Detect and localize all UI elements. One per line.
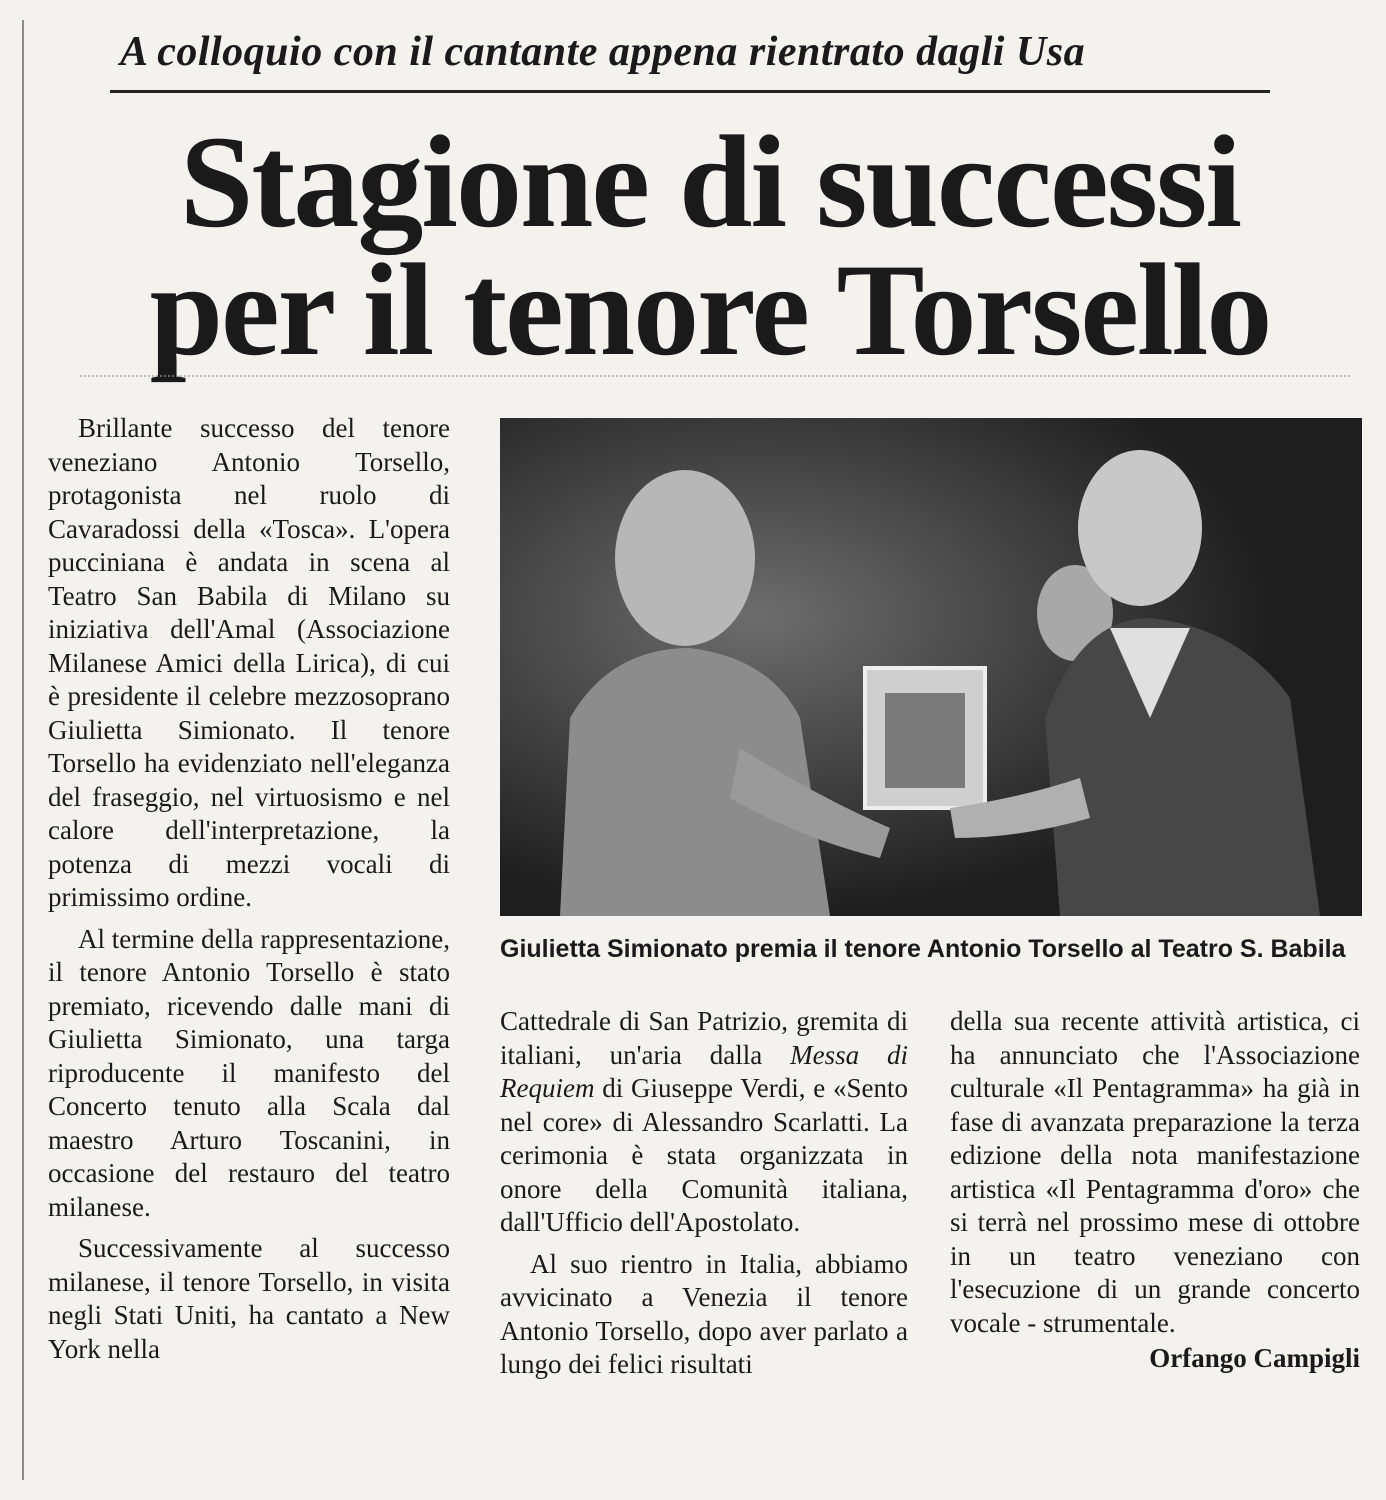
news-photo bbox=[500, 418, 1362, 916]
photo-caption: Giulietta Simionato premia il tenore Antonio Torsello al Teatro S. Babila bbox=[500, 935, 1346, 963]
kicker: A colloquio con il cantante appena rientrato dagli Usa bbox=[120, 29, 1086, 75]
paragraph: della sua recente attività artistica, ci ha annunciato che l'Associazione culturale «Il Pentagramma» ha già in fase di avanzata preparazione la terza edizione della nota manifestazione artistica «Il Pentagramma d'oro» che si terrà nel prossimo mese di ottobre in un teatro veneziano con l'esecuzione di un grande concerto vocale - strumentale. bbox=[950, 1006, 1360, 1338]
headline bbox=[60, 108, 1360, 383]
paragraph-text: di Giuseppe Verdi, e «Sento nel core» di Alessandro Scarlatti. La cerimonia è stata organizzata in onore della Comunità italiana, dall'Ufficio dell'Apostolato. bbox=[500, 1073, 908, 1237]
article-column-1 bbox=[48, 412, 450, 1366]
paragraph bbox=[500, 1005, 908, 1240]
work-title: Messa di Requiem bbox=[500, 1039, 908, 1103]
column-divider-rule bbox=[22, 20, 24, 1480]
paragraph: Brillante successo del tenore veneziano Antonio Torsello, protagonista nel ruolo di Cavaradossi della «Tosca». L'opera pucciniana è andata in scena al Teatro San Babila di Milano su iniziativa dell'Amal (Associazione Milanese Amici della Lirica), di cui è presidente il celebre mezzosoprano Giulietta Simionato. Il tenore Torsello ha evidenziato nell'eleganza del fraseggio, nel virtuosismo e nel calore dell'interpretazione, la potenza di mezzi vocali di primissimo ordine. bbox=[48, 413, 450, 912]
paragraph-text: Cattedrale di San Patrizio, gremita di italiani, un'aria dalla bbox=[500, 1006, 908, 1070]
headline-line-2: per il tenore Torsello bbox=[149, 236, 1271, 383]
headline-line-1: Stagione di successi bbox=[179, 108, 1241, 255]
kicker-underline bbox=[110, 90, 1270, 93]
article-column-3 bbox=[950, 1005, 1360, 1376]
paragraph: Al suo rientro in Italia, abbiamo avvicinato a Venezia il tenore Antonio Torsello, dopo aver parlato a lungo dei felici risultati bbox=[500, 1248, 908, 1379]
article-column-2 bbox=[500, 1005, 908, 1382]
byline: Orfango Campigli bbox=[1149, 1343, 1360, 1373]
paragraph: Successivamente al successo milanese, il tenore Torsello, in visita negli Stati Uniti, ha cantato a New York nella bbox=[48, 1233, 450, 1364]
show-through-dots bbox=[80, 375, 1350, 383]
paragraph: Al termine della rappresentazione, il tenore Antonio Torsello è stato premiato, ricevendo dalle mani di Giulietta Simionato, una targa riproducente il manifesto del Concerto tenuto alla Scala dal maestro Arturo Toscanini, in occasione del restauro del teatro milanese. bbox=[48, 923, 450, 1222]
photo-illustration bbox=[500, 418, 1362, 916]
